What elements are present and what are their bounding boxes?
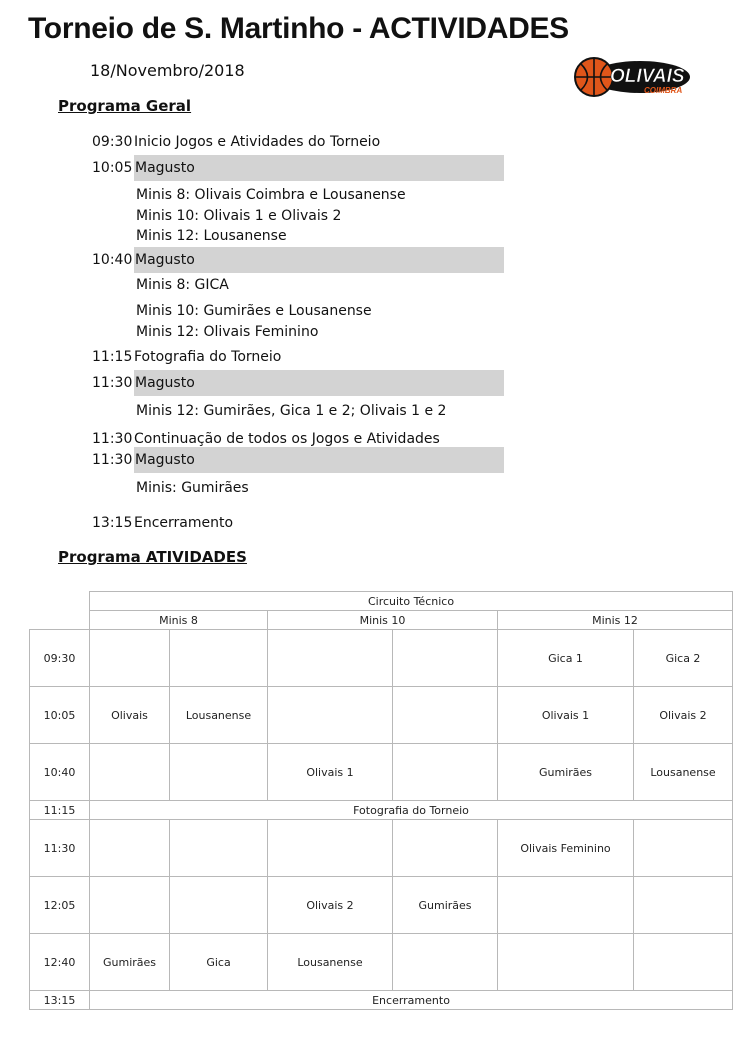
row-time: 10:05: [30, 687, 90, 744]
table-cell: Gumirães: [393, 877, 498, 934]
item-time: 11:30: [92, 375, 133, 391]
item-text: Magusto: [134, 247, 504, 273]
page-title: Torneio de S. Martinho - ACTIVIDADES: [28, 12, 569, 45]
list-item: [92, 510, 504, 536]
item-text: Fotografia do Torneio: [134, 349, 282, 365]
table-row: [30, 820, 733, 877]
table-row: [30, 744, 733, 801]
table-cell: Olivais 2: [268, 877, 393, 934]
item-time: 11:30: [92, 431, 133, 447]
logo-sub: COIMBRA: [644, 86, 683, 95]
list-item-highlight: [92, 247, 504, 273]
table-cell: [498, 877, 634, 934]
table-cell: [170, 630, 268, 687]
row-time: 11:15: [30, 801, 90, 820]
list-item-sub: Minis 8: Olivais Coimbra e Lousanense: [136, 187, 406, 203]
event-date: 18/Novembro/2018: [90, 61, 245, 80]
table-cell: [268, 687, 393, 744]
table-cell: [634, 934, 733, 991]
category-header: Minis 10: [268, 611, 498, 630]
table-cell: [393, 630, 498, 687]
table-row-span: [30, 991, 733, 1010]
programa-geral-heading: Programa Geral: [58, 97, 192, 115]
row-time: 13:15: [30, 991, 90, 1010]
item-text: Magusto: [134, 155, 504, 181]
list-item-sub: Minis 12: Olivais Feminino: [136, 323, 319, 340]
table-cell: Olivais: [90, 687, 170, 744]
table-cell: Lousanense: [634, 744, 733, 801]
item-time: 11:15: [92, 349, 133, 365]
table-cell: [393, 744, 498, 801]
item-time: 10:05: [92, 160, 133, 176]
list-item: [92, 129, 504, 155]
table-cell: [170, 820, 268, 877]
list-item: [92, 344, 504, 370]
logo-word: OLIVAIS: [610, 66, 685, 87]
table-cell: [634, 820, 733, 877]
table-row: [30, 877, 733, 934]
category-header: Minis 8: [90, 611, 268, 630]
category-header: Minis 12: [498, 611, 733, 630]
group-header: Circuito Técnico: [90, 592, 733, 611]
table-cell: [90, 877, 170, 934]
table-cell: Olivais 1: [268, 744, 393, 801]
table-cell: [634, 877, 733, 934]
table-cell: [393, 820, 498, 877]
table-cell: Gumirães: [90, 934, 170, 991]
table-row: [30, 630, 733, 687]
table-cell: [90, 744, 170, 801]
list-item-highlight: [92, 155, 504, 181]
table-cell: Gica: [170, 934, 268, 991]
programa-atividades-heading: Programa ATIVIDADES: [58, 548, 247, 566]
item-time: 10:40: [92, 252, 133, 268]
list-item-highlight: [92, 370, 504, 396]
table-row: [30, 687, 733, 744]
row-time: 10:40: [30, 744, 90, 801]
item-text: Magusto: [134, 370, 504, 396]
list-item-sub: Minis 12: Lousanense: [136, 228, 287, 244]
list-item-highlight: [92, 447, 504, 473]
span-cell: Encerramento: [90, 991, 733, 1010]
item-text: Encerramento: [134, 515, 234, 531]
table-cell: [170, 877, 268, 934]
table-cell: Olivais Feminino: [498, 820, 634, 877]
item-time: 09:30: [92, 134, 133, 150]
table-cell: [498, 934, 634, 991]
table-header-row: [30, 592, 733, 611]
table-cell: Gica 2: [634, 630, 733, 687]
row-time: 11:30: [30, 820, 90, 877]
table-cell: [268, 630, 393, 687]
list-item-sub: Minis: Gumirães: [136, 480, 249, 496]
list-item-sub: Minis 10: Gumirães e Lousanense: [136, 303, 372, 319]
item-text: Continuação de todos os Jogos e Atividades: [134, 431, 440, 447]
item-text: Inicio Jogos e Atividades do Torneio: [134, 134, 381, 150]
table-row-span: [30, 801, 733, 820]
table-cell: Gica 1: [498, 630, 634, 687]
list-item-sub: Minis 8: GICA: [136, 277, 229, 293]
table-cell: Lousanense: [170, 687, 268, 744]
row-time: 09:30: [30, 630, 90, 687]
list-item-sub: Minis 10: Olivais 1 e Olivais 2: [136, 207, 342, 224]
row-time: 12:05: [30, 877, 90, 934]
table-header-row: [30, 611, 733, 630]
item-time: 11:30: [92, 452, 133, 468]
activities-table: [29, 591, 733, 1010]
span-cell: Fotografia do Torneio: [90, 801, 733, 820]
table-cell: [90, 820, 170, 877]
table-cell: Olivais 2: [634, 687, 733, 744]
table-cell: [268, 820, 393, 877]
table-row: [30, 934, 733, 991]
table-cell: Lousanense: [268, 934, 393, 991]
table-cell: [170, 744, 268, 801]
table-cell: [393, 934, 498, 991]
table-cell: [393, 687, 498, 744]
olivais-coimbra-logo: [572, 55, 692, 101]
item-text: Magusto: [134, 447, 504, 473]
row-time: 12:40: [30, 934, 90, 991]
table-cell: Gumirães: [498, 744, 634, 801]
table-cell: Olivais 1: [498, 687, 634, 744]
item-time: 13:15: [92, 515, 133, 531]
list-item-sub: Minis 12: Gumirães, Gica 1 e 2; Olivais 1 e 2: [136, 403, 447, 419]
table-cell: [90, 630, 170, 687]
